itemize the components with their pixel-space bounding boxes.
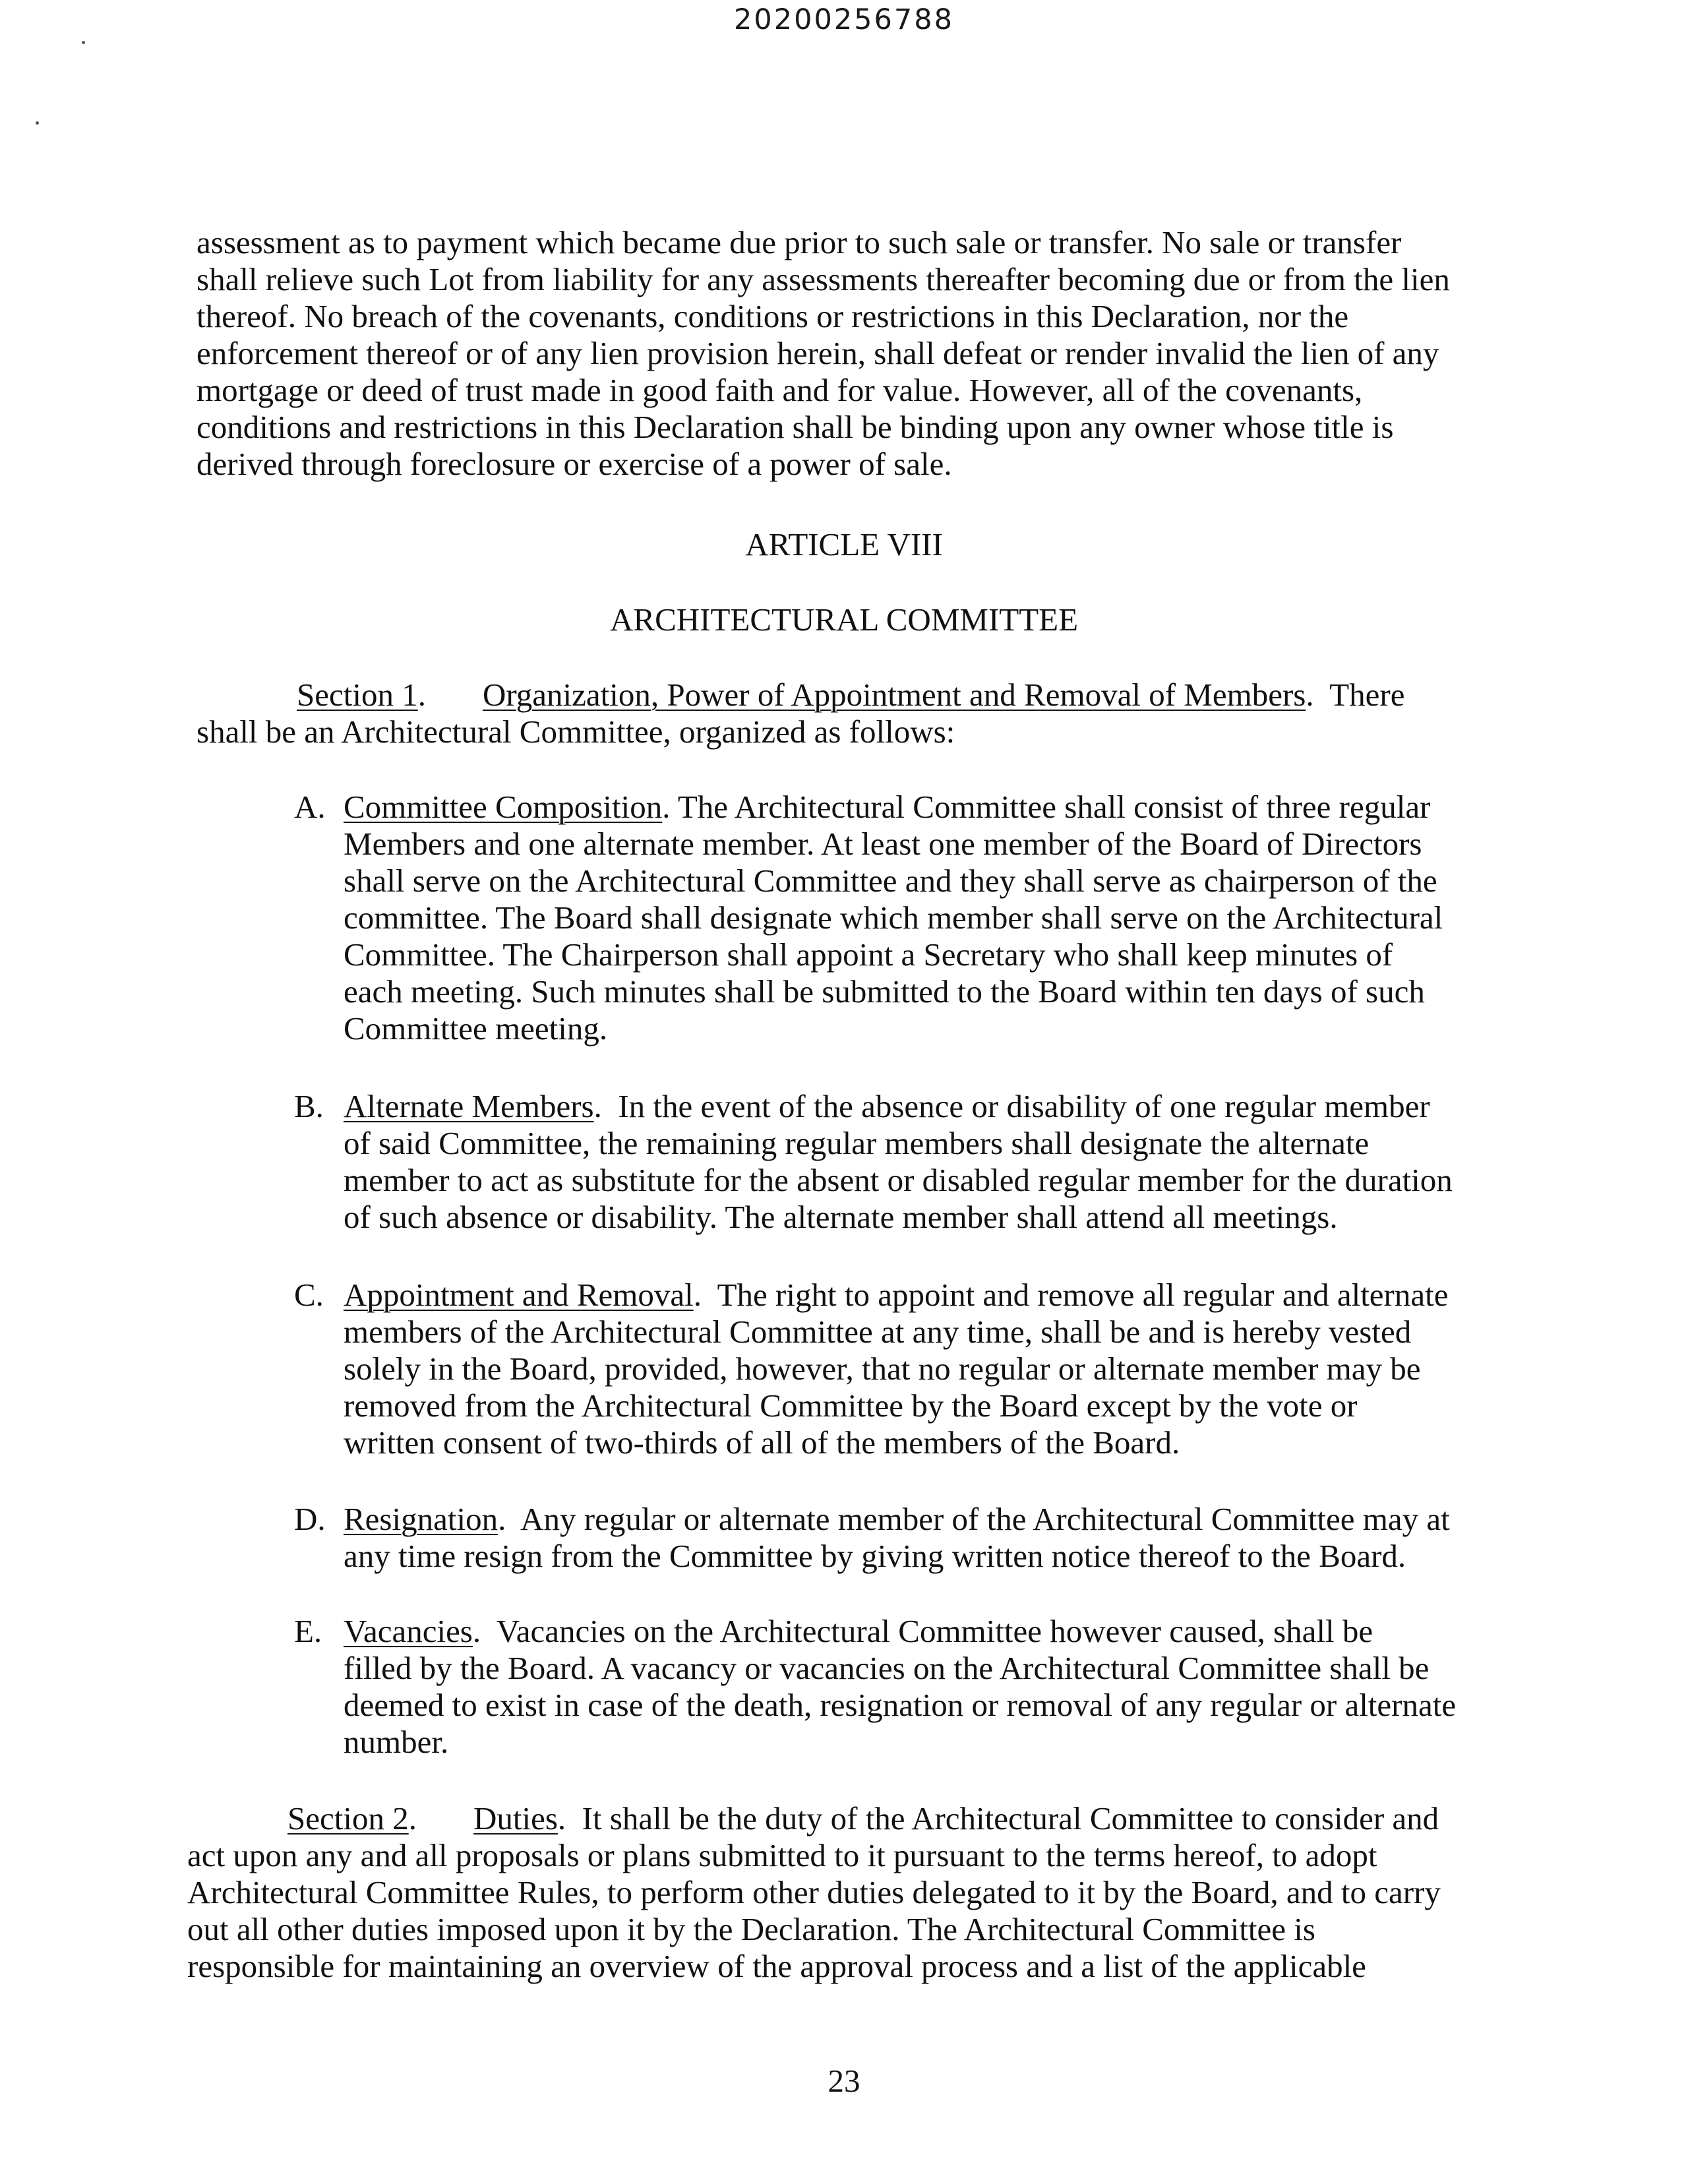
article-title: ARCHITECTURAL COMMITTEE <box>610 601 1078 638</box>
item-a-heading: Committee Composition <box>344 789 663 825</box>
section-1-line-2: shall be an Architectural Committee, organized as follows: <box>196 713 955 750</box>
text-line: each meeting. Such minutes shall be submitted to the Board within ten days of such <box>344 973 1425 1010</box>
item-d-heading: Resignation <box>344 1501 498 1537</box>
item-c-line-1 <box>344 1277 1448 1314</box>
item-e-line-1 <box>344 1613 1456 1650</box>
section-2-line-1-tail: . It shall be the duty of the Architectural Committee to consider and <box>557 1800 1439 1836</box>
text-line: responsible for maintaining an overview of the approval process and a list of the applicable <box>187 1948 1366 1984</box>
text-line: assessment as to payment which became due prior to such sale or transfer. No sale or transfer <box>196 224 1402 260</box>
section-1-label: Section 1 <box>297 677 418 713</box>
text-line: thereof. No breach of the covenants, conditions or restrictions in this Declaration, nor the <box>196 298 1349 334</box>
item-a-body <box>344 789 1443 1047</box>
scan-speck <box>36 121 39 125</box>
text-line: number. <box>344 1724 449 1760</box>
text-line: enforcement thereof or of any lien provision herein, shall defeat or render invalid the lien of any <box>196 335 1439 371</box>
item-c-body <box>344 1277 1448 1461</box>
item-b-line-1-tail: . In the event of the absence or disability of one regular member <box>593 1088 1430 1124</box>
item-d-body <box>344 1501 1450 1575</box>
item-e-letter: E. <box>294 1613 322 1649</box>
text-line: solely in the Board, provided, however, that no regular or alternate member may be <box>344 1350 1421 1387</box>
text-line: written consent of two-thirds of all of the members of the Board. <box>344 1424 1180 1461</box>
text-line: Architectural Committee Rules, to perform other duties delegated to it by the Board, and to carry <box>187 1874 1441 1910</box>
text-line: mortgage or deed of trust made in good faith and for value. However, all of the covenants, <box>196 372 1363 408</box>
article-number: ARTICLE VIII <box>745 526 943 562</box>
text-line: members of the Architectural Committee at any time, shall be and is hereby vested <box>344 1314 1412 1350</box>
item-c-heading: Appointment and Removal <box>344 1277 694 1313</box>
item-e-heading: Vacancies <box>344 1613 473 1649</box>
item-d-letter: D. <box>294 1501 326 1537</box>
text-line: Members and one alternate member. At least one member of the Board of Directors <box>344 826 1422 862</box>
item-d-line-1 <box>344 1501 1450 1538</box>
text-line: Committee. The Chairperson shall appoint a Secretary who shall keep minutes of <box>344 936 1393 973</box>
item-b-letter: B. <box>294 1088 324 1124</box>
document-number: 20200256788 <box>734 3 954 36</box>
text-line: member to act as substitute for the absent or disabled regular member for the duration <box>344 1162 1453 1198</box>
section-1-line-1 <box>196 677 1404 713</box>
section-2-line-1 <box>187 1800 1441 1837</box>
text-line: shall relieve such Lot from liability for any assessments thereafter becoming due or from the lien <box>196 261 1450 297</box>
item-c-line-1-tail: . The right to appoint and remove all regular and alternate <box>693 1277 1449 1313</box>
text-line: shall serve on the Architectural Committee and they shall serve as chairperson of the <box>344 863 1437 899</box>
page-number: 23 <box>828 2063 860 2099</box>
text-line: of said Committee, the remaining regular members shall designate the alternate <box>344 1125 1370 1161</box>
item-d-line-1-tail: . Any regular or alternate member of the Architectural Committee may at <box>498 1501 1450 1537</box>
text-line: act upon any and all proposals or plans submitted to it pursuant to the terms hereof, to adopt <box>187 1837 1377 1873</box>
item-e-line-1-tail: . Vacancies on the Architectural Committee however caused, shall be <box>472 1613 1373 1649</box>
text-line: any time resign from the Committee by giving written notice thereof to the Board. <box>344 1538 1406 1574</box>
text-line: removed from the Architectural Committee by the Board except by the vote or <box>344 1387 1358 1424</box>
item-e-body <box>344 1613 1456 1761</box>
intro-paragraph <box>196 224 1450 483</box>
text-line: Committee meeting. <box>344 1010 608 1046</box>
section-2-heading: Duties <box>473 1800 558 1836</box>
text-line: of such absence or disability. The alternate member shall attend all meetings. <box>344 1199 1338 1235</box>
text-line: deemed to exist in case of the death, resignation or removal of any regular or alternate <box>344 1687 1457 1723</box>
item-b-heading: Alternate Members <box>344 1088 594 1124</box>
section-2 <box>187 1800 1441 1985</box>
section-2-label: Section 2 <box>287 1800 409 1836</box>
item-a-letter: A. <box>294 789 326 825</box>
section-1 <box>196 677 1404 750</box>
text-line: committee. The Board shall designate which member shall serve on the Architectural <box>344 899 1443 936</box>
item-a-line-1 <box>344 789 1443 826</box>
section-1-label-period: . <box>417 677 426 713</box>
item-b-body <box>344 1088 1453 1236</box>
section-2-label-period: . <box>408 1800 417 1836</box>
scan-speck <box>82 41 85 44</box>
item-a-line-1-tail: . The Architectural Committee shall consist of three regular <box>662 789 1431 825</box>
section-1-heading-period: . <box>1306 677 1314 713</box>
text-line: out all other duties imposed upon it by the Declaration. The Architectural Committee is <box>187 1911 1315 1947</box>
text-line: conditions and restrictions in this Declaration shall be binding upon any owner whose title is <box>196 409 1394 445</box>
text-line: derived through foreclosure or exercise of a power of sale. <box>196 446 952 482</box>
item-c-letter: C. <box>294 1277 324 1313</box>
item-b-line-1 <box>344 1088 1453 1125</box>
section-1-heading: Organization, Power of Appointment and Removal of Members <box>482 677 1306 713</box>
text-line: filled by the Board. A vacancy or vacancies on the Architectural Committee shall be <box>344 1650 1430 1686</box>
section-1-line-1-tail: There <box>1313 677 1405 713</box>
